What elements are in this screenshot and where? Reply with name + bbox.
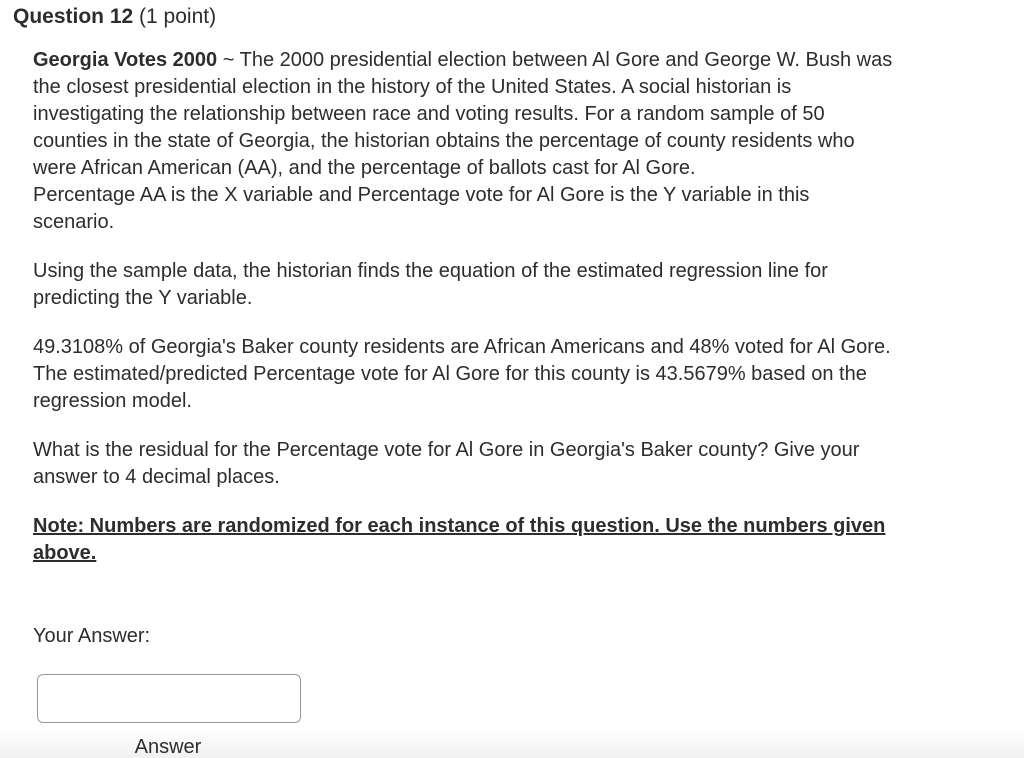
intro-paragraph	[33, 47, 893, 182]
variables-paragraph: Percentage AA is the X variable and Percentage vote for Al Gore is the Y variable in this scenario.	[33, 184, 810, 233]
county-data-paragraph: 49.3108% of Georgia's Baker county residents are African Americans and 48% voted for Al Gore. The estimated/predicted Percentage vote for Al Gore for this county is 43.5679% based on the regression model.	[33, 336, 891, 412]
question-body	[33, 47, 893, 567]
answer-input[interactable]	[37, 674, 301, 723]
question-header	[13, 4, 216, 30]
answer-label: Your Answer:	[33, 625, 151, 647]
intro-text: ~ The 2000 presidential election between Al Gore and George W. Bush was the closest presidential election in the history of the United States. A social historian is investigating the relationship between race and voting results. For a random sample of 50 counties in the state of Georgia, the historian obtains the percentage of county residents who were African American (AA), and the percentage of ballots cast for Al Gore.	[33, 49, 893, 179]
question-title: Question 12	[13, 5, 134, 28]
note-paragraph: Note: Numbers are randomized for each instance of this question. Use the numbers given above.	[33, 515, 886, 564]
question-lead: Georgia Votes 2000	[33, 49, 218, 71]
prompt-paragraph: What is the residual for the Percentage vote for Al Gore in Georgia's Baker county? Give your answer to 4 decimal places.	[33, 439, 860, 488]
regression-paragraph: Using the sample data, the historian finds the equation of the estimated regression line for predicting the Y variable.	[33, 260, 828, 309]
question-points: (1 point)	[139, 5, 217, 28]
answer-button[interactable]: Answer	[120, 733, 216, 758]
